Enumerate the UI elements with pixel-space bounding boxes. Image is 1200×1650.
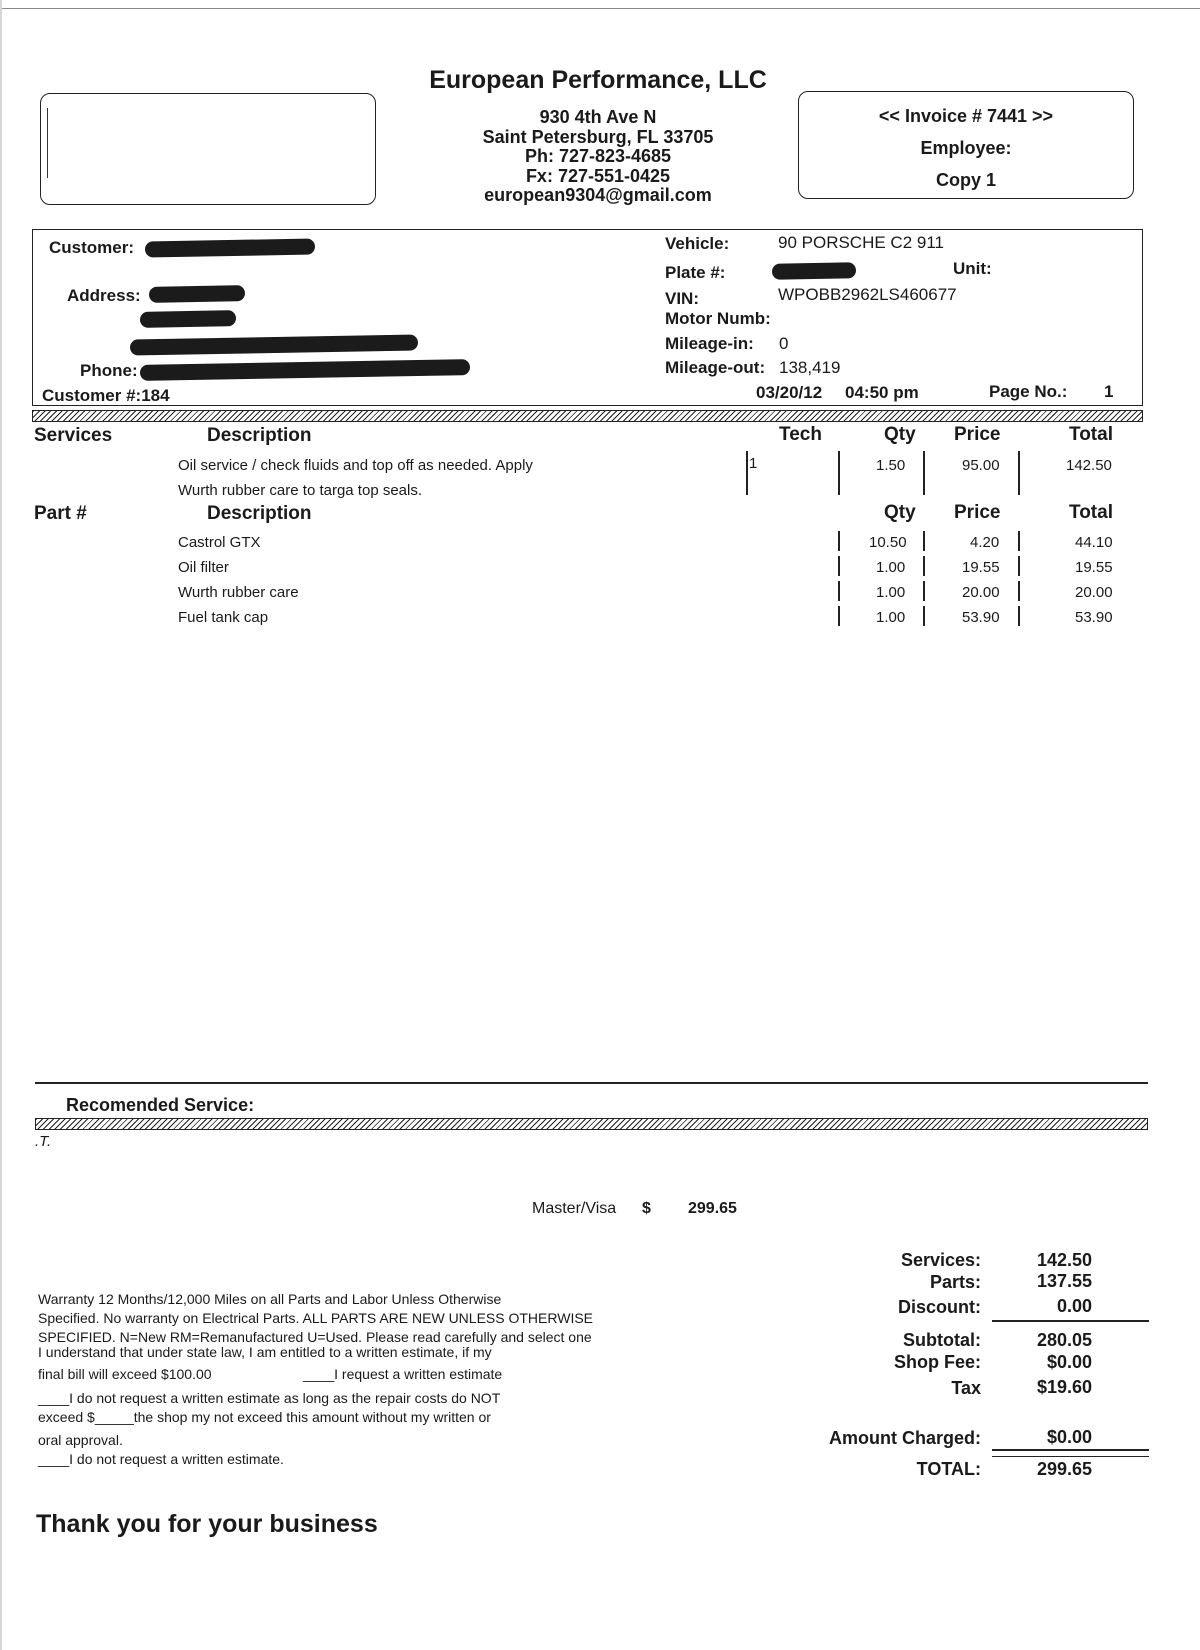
recommended-label: Recomended Service:	[66, 1095, 255, 1115]
tech-cell-bar	[746, 451, 748, 495]
cell-bar	[923, 606, 925, 626]
warranty-text	[38, 1290, 718, 1469]
employee-label: Employee:	[920, 138, 1012, 158]
hatch-divider-bottom	[35, 1118, 1148, 1130]
services-price-header: Price	[954, 424, 1001, 445]
company-email: european9304@gmail.com	[484, 185, 712, 205]
plate-redacted	[772, 262, 856, 279]
cell-bar	[838, 556, 840, 576]
grand-total-value: 299.65	[1036, 1459, 1092, 1479]
parts-price-header: Price	[954, 502, 1001, 523]
customer-name-redacted	[145, 239, 315, 258]
warranty-line2: Specified. No warranty on Electrical Parts. ALL PARTS ARE NEW UNLESS OTHERWISE	[38, 1310, 594, 1326]
services-total-label: Services:	[900, 1250, 981, 1270]
service-description-line1: Oil service / check fluids and top off as needed. Apply	[178, 457, 533, 474]
mileage-in-label: Mileage-in:	[665, 334, 754, 353]
subtotal-label: Subtotal:	[903, 1330, 981, 1350]
invoice-number: << Invoice # 7441 >>	[878, 106, 1054, 126]
cell-bar	[923, 556, 925, 576]
warranty-line9: ____I do not request a written estimate.	[38, 1451, 284, 1467]
page-number: 1	[1104, 382, 1114, 401]
subtotal-rule	[992, 1320, 1149, 1322]
table-row	[0, 578, 1200, 603]
part-description: Fuel tank cap	[178, 609, 269, 626]
part-description: Wurth rubber care	[178, 584, 299, 601]
part-price: 53.90	[962, 609, 1000, 626]
warranty-line1: Warranty 12 Months/12,000 Miles on all Parts and Labor Unless Otherwise	[38, 1291, 502, 1307]
invoice-time: 04:50 pm	[845, 383, 919, 402]
service-total: 142.50	[1066, 457, 1112, 474]
part-qty: 1.00	[876, 609, 906, 626]
part-description: Oil filter	[178, 559, 229, 576]
customer-number-label: Customer #:	[42, 386, 142, 405]
mileage-out-value: 138,419	[779, 358, 841, 377]
plate-label: Plate #:	[665, 263, 726, 282]
amount-charged-value: $0.00	[1046, 1427, 1092, 1447]
scan-left-edge	[0, 0, 2, 1650]
part-qty: 1.00	[876, 559, 906, 576]
warranty-line5	[38, 1365, 718, 1384]
vehicle-label: Vehicle:	[665, 234, 730, 253]
mileage-in-value: 0	[779, 334, 789, 353]
part-price: 4.20	[970, 534, 1000, 551]
parts-table	[0, 528, 1200, 628]
address-line1-redacted	[149, 285, 245, 303]
customer-number	[42, 386, 170, 406]
address-label: Address:	[67, 286, 141, 305]
warranty-line6: ____I do not request a written estimate as long as the repair costs do NOT	[38, 1390, 501, 1406]
tax-label: Tax	[951, 1378, 981, 1398]
subtotal-value: 280.05	[1036, 1330, 1092, 1350]
vin-label: VIN:	[665, 289, 699, 308]
cell-bar	[838, 531, 840, 551]
tech-header: Tech	[779, 424, 822, 445]
payment-amount: 299.65	[688, 1200, 737, 1217]
discount-label: Discount:	[898, 1297, 981, 1317]
services-header: Services	[34, 425, 113, 446]
tax-value: $19.60	[1036, 1377, 1092, 1397]
company-fax: Fx: 727-551-0425	[525, 165, 671, 186]
copy-label: Copy 1	[935, 170, 996, 190]
hatch-divider-top	[32, 410, 1143, 422]
service-qty: 1.50	[876, 457, 906, 474]
page-label: Page No.:	[989, 382, 1068, 401]
table-row	[0, 528, 1200, 553]
service-bar-1	[838, 451, 840, 495]
warranty-line7: exceed $_____the shop my not exceed this amount without my written or	[38, 1409, 491, 1425]
services-total-header: Total	[1069, 424, 1113, 445]
scan-top-line	[0, 8, 1200, 9]
company-phone: Ph: 727-823-4685	[524, 146, 672, 166]
cell-bar	[1018, 581, 1020, 601]
table-row	[0, 553, 1200, 578]
services-total-value: 142.50	[1036, 1250, 1092, 1270]
address-line2-redacted	[140, 310, 236, 328]
cell-bar	[838, 581, 840, 601]
cell-bar	[1018, 531, 1020, 551]
part-total: 19.55	[1075, 559, 1113, 576]
unit-label: Unit:	[953, 259, 992, 278]
part-qty: 1.00	[876, 584, 906, 601]
service-tech: 1	[749, 455, 758, 472]
recommended-rule	[35, 1082, 1148, 1084]
total-double-rule	[992, 1449, 1149, 1457]
service-price: 95.00	[962, 457, 1000, 474]
service-bar-3	[1018, 451, 1020, 495]
cell-bar	[1018, 556, 1020, 576]
company-name: European Performance, LLC	[429, 66, 767, 94]
amount-charged-label: Amount Charged:	[829, 1428, 981, 1448]
recommended-note: .T.	[35, 1133, 52, 1150]
payment-method: Master/Visa	[532, 1200, 617, 1217]
mileage-out-label: Mileage-out:	[665, 358, 766, 377]
warranty-line3: SPECIFIED. N=New RM=Remanufactured U=Used. Please read carefully and select one	[38, 1329, 592, 1345]
parts-total-label: Parts:	[929, 1272, 981, 1292]
service-bar-2	[923, 451, 925, 495]
parts-total-value: 137.55	[1036, 1271, 1092, 1291]
written-estimate-option: ____I request a written estimate	[303, 1366, 503, 1382]
company-contact	[420, 108, 776, 206]
parts-description-header: Description	[207, 503, 312, 524]
service-description-line2: Wurth rubber care to targa top seals.	[178, 482, 423, 499]
part-number-header: Part #	[34, 503, 87, 524]
part-total: 53.90	[1075, 609, 1113, 626]
part-total: 20.00	[1075, 584, 1113, 601]
thank-you-message: Thank you for your business	[36, 1510, 378, 1538]
warranty-line5-text: final bill will exceed $100.00	[38, 1366, 212, 1382]
logo-mark	[47, 108, 48, 178]
customer-number-value: 184	[141, 386, 170, 405]
part-total: 44.10	[1075, 534, 1113, 551]
cell-bar	[923, 581, 925, 601]
company-address1: 930 4th Ave N	[539, 107, 657, 127]
invoice-date: 03/20/12	[756, 383, 823, 402]
vehicle-value: 90 PORSCHE C2 911	[778, 233, 944, 252]
grand-total-label: TOTAL:	[916, 1459, 981, 1479]
services-description-header: Description	[207, 425, 312, 446]
company-address2: Saint Petersburg, FL 33705	[482, 126, 714, 147]
invoice-box	[798, 91, 1134, 199]
shop-fee-label: Shop Fee:	[893, 1352, 981, 1372]
phone-label: Phone:	[80, 361, 138, 380]
discount-value: 0.00	[1056, 1296, 1092, 1316]
part-qty: 10.50	[869, 534, 907, 551]
cell-bar	[838, 606, 840, 626]
part-price: 19.55	[962, 559, 1000, 576]
customer-label: Customer:	[49, 238, 135, 257]
motor-label: Motor Numb:	[665, 309, 771, 328]
part-price: 20.00	[962, 584, 1000, 601]
warranty-line4: I understand that under state law, I am entitled to a written estimate, if my	[38, 1344, 492, 1360]
warranty-line8: oral approval.	[38, 1432, 123, 1448]
logo-box	[40, 93, 376, 205]
payment-currency: $	[642, 1200, 651, 1217]
parts-total-header: Total	[1069, 502, 1113, 523]
services-qty-header: Qty	[884, 424, 916, 445]
vin-value: WPOBB2962LS460677	[778, 285, 957, 304]
cell-bar	[1018, 606, 1020, 626]
shop-fee-value: $0.00	[1046, 1352, 1092, 1372]
parts-qty-header: Qty	[884, 502, 916, 523]
part-description: Castrol GTX	[178, 534, 261, 551]
cell-bar	[923, 531, 925, 551]
table-row	[0, 603, 1200, 628]
